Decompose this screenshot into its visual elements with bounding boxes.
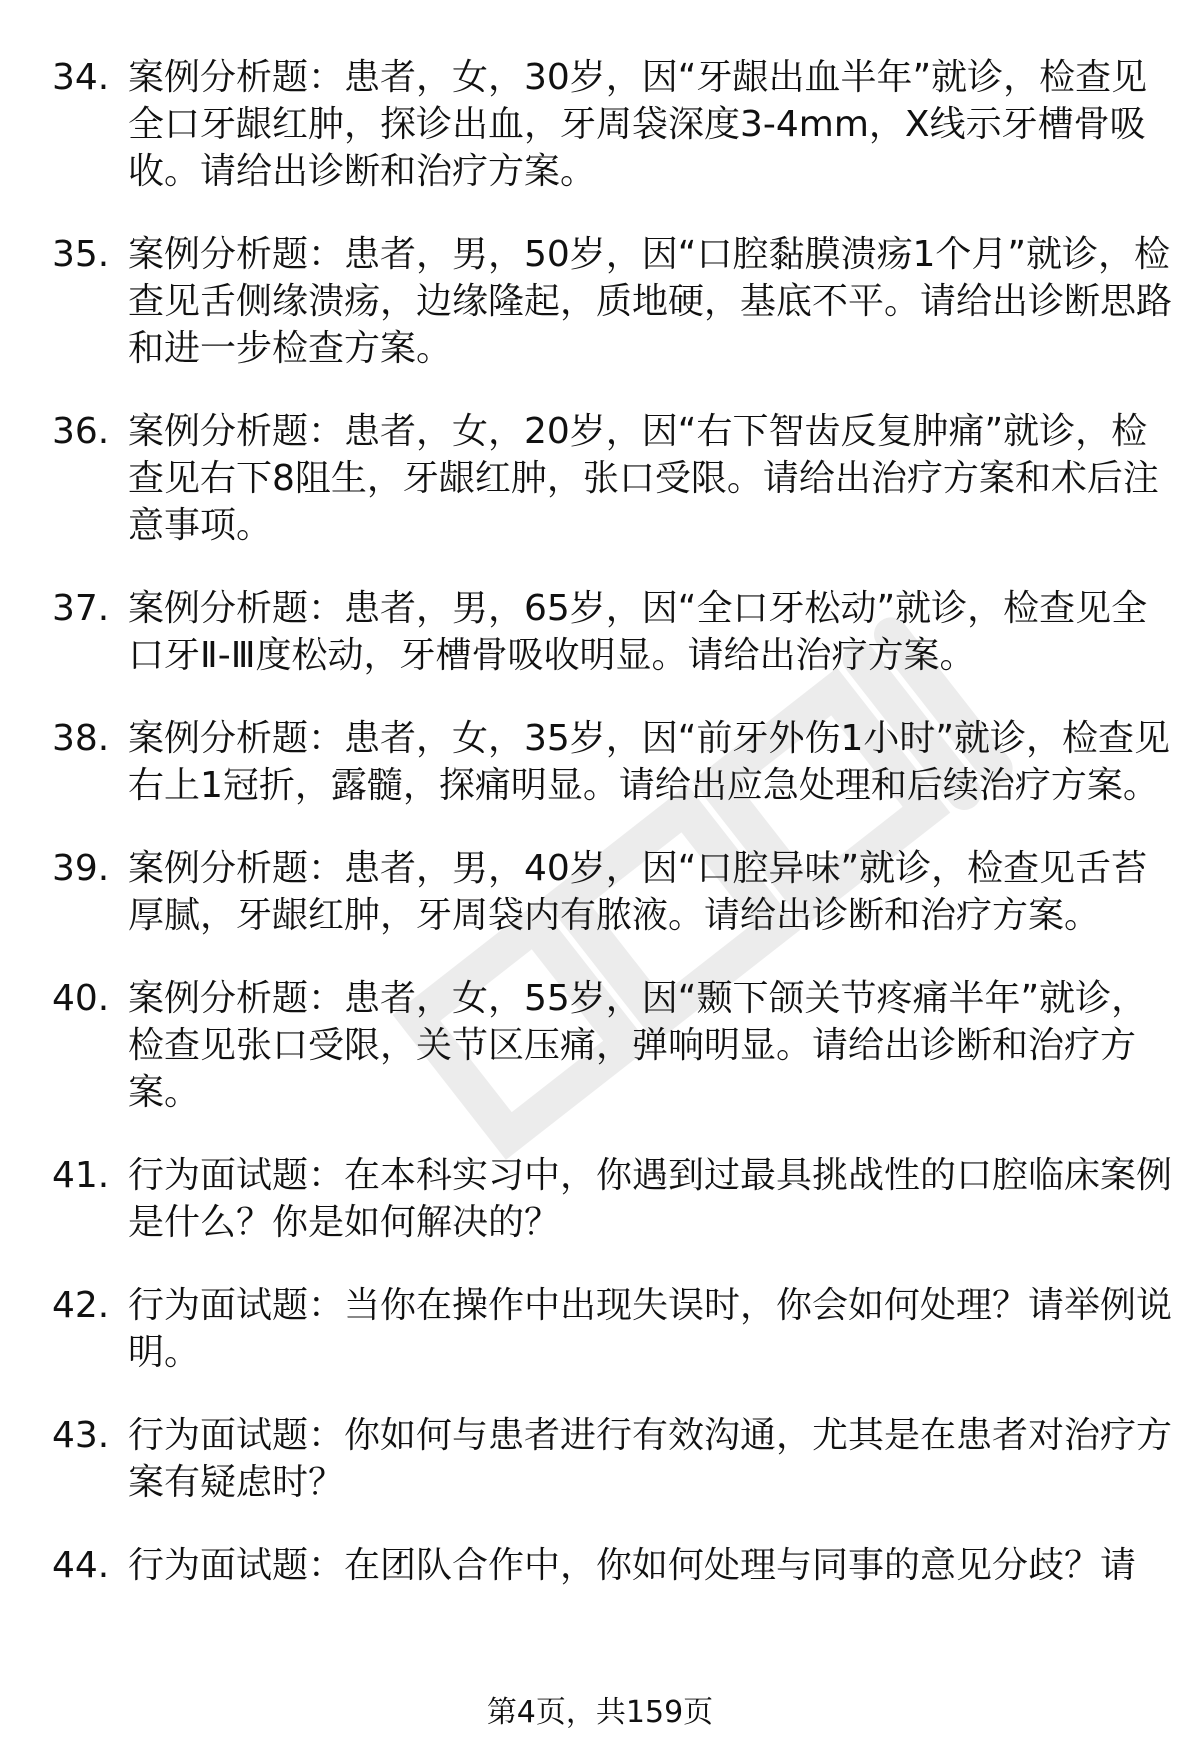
- question-text: 行为面试题：你如何与患者进行有效沟通，尤其是在患者对治疗方案有疑虑时？: [128, 1415, 1173, 1503]
- question-item: [0, 975, 1200, 1116]
- question-number: 38.: [52, 718, 110, 759]
- question-number: 39.: [52, 848, 110, 889]
- question-list: [0, 54, 1200, 1625]
- question-item: [0, 1412, 1200, 1506]
- question-number: 43.: [52, 1415, 110, 1456]
- question-text: 案例分析题：患者，女，35岁，因“前牙外伤1小时”就诊，检查见右上1冠折，露髓，探痛明显。请给出应急处理和后续治疗方案。: [128, 718, 1171, 806]
- question-text: 案例分析题：患者，男，40岁，因“口腔异味”就诊，检查见舌苔厚腻，牙龈红肿，牙周袋内有脓液。请给出诊断和治疗方案。: [128, 848, 1148, 936]
- question-item: [0, 845, 1200, 939]
- question-number: 40.: [52, 978, 110, 1019]
- question-item: [0, 54, 1200, 195]
- question-number: 36.: [52, 411, 110, 452]
- question-item: [0, 408, 1200, 549]
- question-item: [0, 231, 1200, 372]
- question-item: [0, 1152, 1200, 1246]
- question-text: 案例分析题：患者，女，30岁，因“牙龈出血半年”就诊，检查见全口牙龈红肿，探诊出血，牙周袋深度3-4mm，X线示牙槽骨吸收。请给出诊断和治疗方案。: [128, 57, 1148, 192]
- question-text: 行为面试题：在本科实习中，你遇到过最具挑战性的口腔临床案例是什么？你是如何解决的？: [128, 1155, 1173, 1243]
- question-item: [0, 585, 1200, 679]
- question-number: 35.: [52, 234, 110, 275]
- question-number: 34.: [52, 57, 110, 98]
- question-text: 行为面试题：在团队合作中，你如何处理与同事的意见分歧？请: [128, 1545, 1137, 1586]
- question-text: 行为面试题：当你在操作中出现失误时，你会如何处理？请举例说明。: [128, 1285, 1173, 1373]
- question-text: 案例分析题：患者，男，65岁，因“全口牙松动”就诊，检查见全口牙Ⅱ-Ⅲ度松动，牙槽骨吸收明显。请给出治疗方案。: [128, 588, 1148, 676]
- page-footer: 第4页，共159页: [486, 1695, 714, 1730]
- question-item: [0, 1542, 1200, 1589]
- question-text: 案例分析题：患者，女，20岁，因“右下智齿反复肿痛”就诊，检查见右下8阻生，牙龈红肿，张口受限。请给出治疗方案和术后注意事项。: [128, 411, 1159, 546]
- question-text: 案例分析题：患者，女，55岁，因“颞下颌关节疼痛半年”就诊，检查见张口受限，关节区压痛，弹响明显。请给出诊断和治疗方案。: [128, 978, 1148, 1113]
- question-number: 41.: [52, 1155, 110, 1196]
- question-number: 42.: [52, 1285, 110, 1326]
- question-number: 44.: [52, 1545, 110, 1586]
- question-item: [0, 715, 1200, 809]
- question-text: 案例分析题：患者，男，50岁，因“口腔黏膜溃疡1个月”就诊，检查见舌侧缘溃疡，边缘隆起，质地硬，基底不平。请给出诊断思路和进一步检查方案。: [128, 234, 1173, 369]
- question-item: [0, 1282, 1200, 1376]
- question-number: 37.: [52, 588, 110, 629]
